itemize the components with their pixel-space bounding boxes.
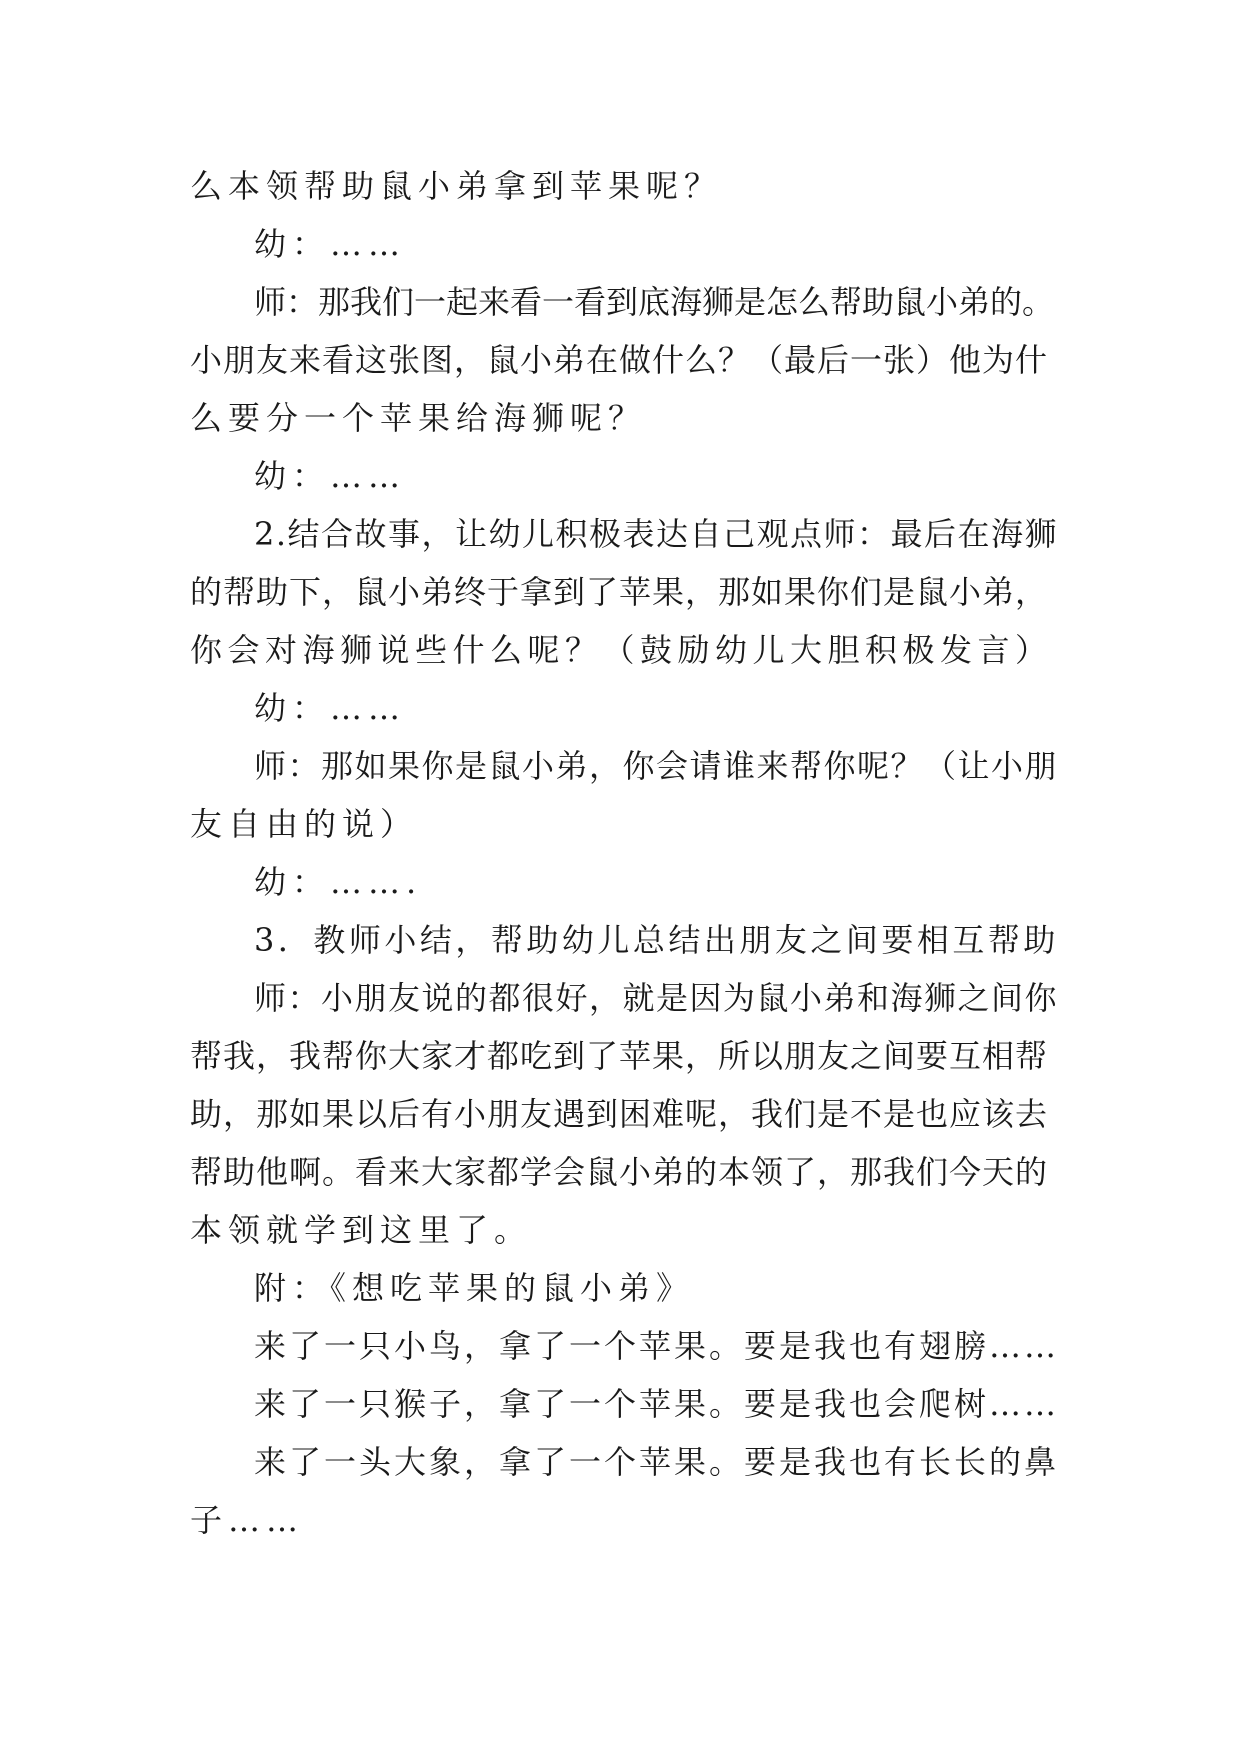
text-line: 幼：…… [254,689,407,727]
text-line: 本领就学到这里了。 [190,1211,533,1249]
text-line: 来了一只猴子，拿了一个苹果。要是我也会爬树…… [254,1385,1060,1423]
text-line: 帮我，我帮你大家才都吃到了苹果，所以朋友之间要互相帮 [190,1037,1049,1075]
text-line: 师：那如果你是鼠小弟，你会请谁来帮你呢？（让小朋 [254,747,1059,785]
text-line: 来了一头大象，拿了一个苹果。要是我也有长长的鼻 [254,1443,1060,1481]
text-line: 师：小朋友说的都很好，就是因为鼠小弟和海狮之间你 [254,979,1059,1017]
text-line: 友自由的说） [190,805,419,843]
text-line: 师：那我们一起来看一看到底海狮是怎么帮助鼠小弟的。 [254,283,1055,321]
text-line: 附：《想吃苹果的鼠小弟》 [254,1269,695,1307]
text-line: 幼：……. [254,863,423,901]
text-line: 2.结合故事，让幼儿积极表达自己观点师：最后在海狮 [254,515,1059,553]
text-line: 么本领帮助鼠小弟拿到苹果呢？ [190,167,723,205]
text-line: 的帮助下，鼠小弟终于拿到了苹果，那如果你们是鼠小弟， [190,573,1049,611]
text-line: 小朋友来看这张图，鼠小弟在做什么？（最后一张）他为什 [190,341,1049,379]
text-line: 幼：…… [254,225,407,263]
text-line: 子…… [190,1501,305,1539]
text-line: 帮助他啊。看来大家都学会鼠小弟的本领了，那我们今天的 [190,1153,1049,1191]
text-line: 么要分一个苹果给海狮呢？ [190,399,647,437]
text-line: 3．教师小结，帮助幼儿总结出朋友之间要相互帮助 [254,921,1059,959]
text-line: 你会对海狮说些什么呢？（鼓励幼儿大胆积极发言） [190,631,1053,669]
text-line: 幼：…… [254,457,407,495]
text-line: 来了一只小鸟，拿了一个苹果。要是我也有翅膀…… [254,1327,1060,1365]
text-line: 助，那如果以后有小朋友遇到困难呢，我们是不是也应该去 [190,1095,1049,1133]
